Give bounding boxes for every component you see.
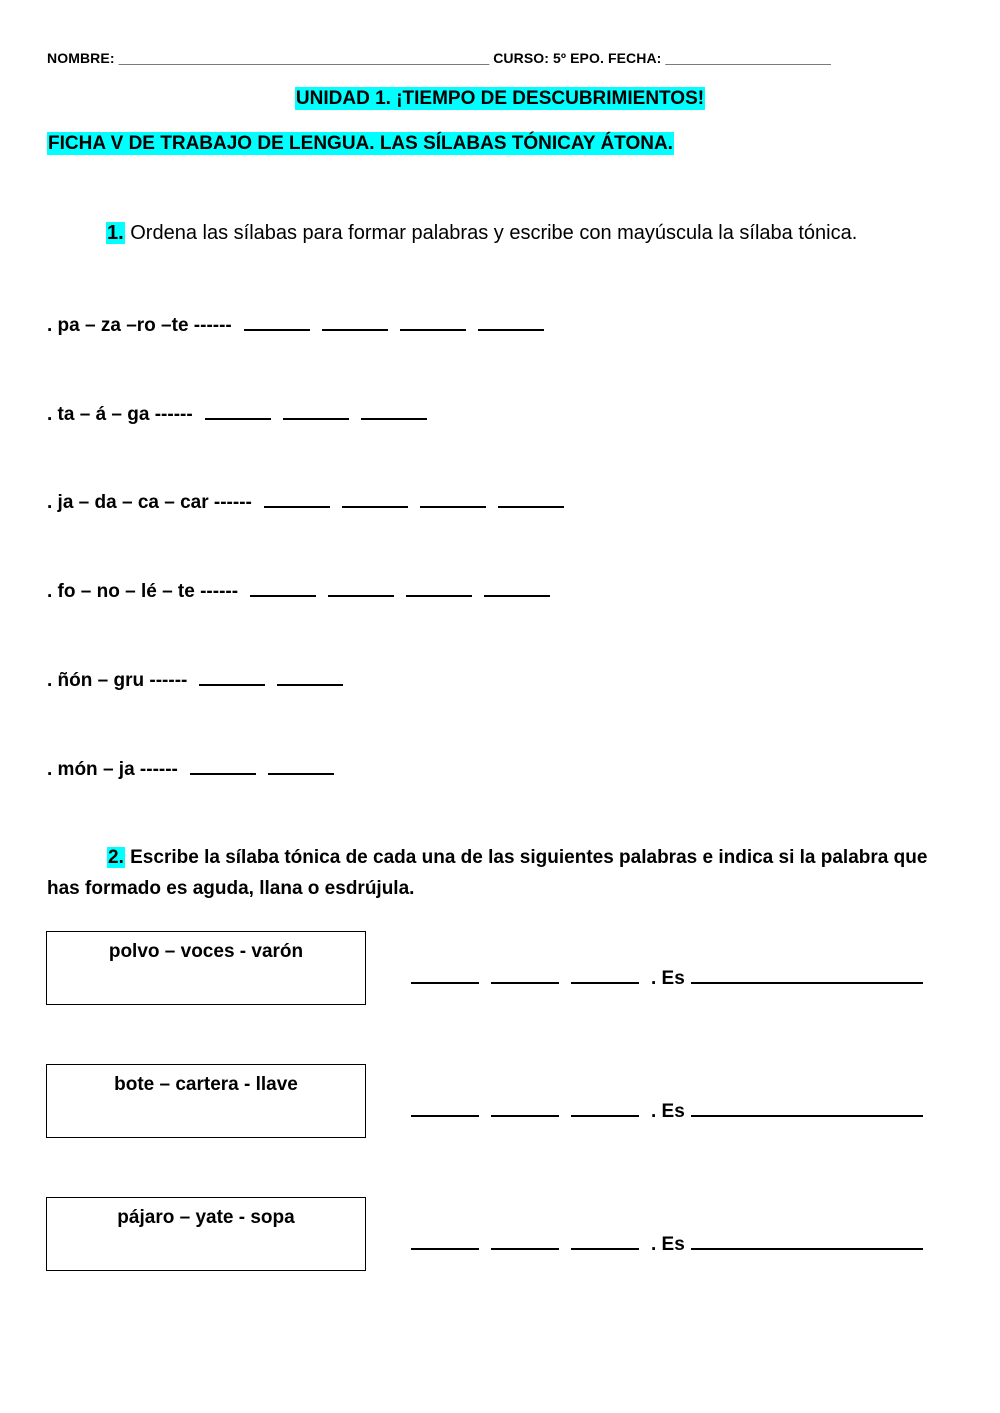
answer-blank[interactable] [491,1230,559,1250]
es-label: . Es [651,1234,685,1255]
answer-blank[interactable] [361,400,427,420]
unit-title-text: UNIDAD 1. ¡TIEMPO DE DESCUBRIMIENTOS! [295,88,705,109]
answer-blank[interactable] [190,755,256,775]
answer-blank[interactable] [268,755,334,775]
exercise-2-number: 2. [108,847,124,868]
word-box [46,931,366,1005]
answer-blank[interactable] [277,666,343,686]
answer-blank[interactable] [328,577,394,597]
answer-blank[interactable] [199,666,265,686]
answer-blank[interactable] [571,1230,639,1250]
answer-blank[interactable] [283,400,349,420]
exercise-1-item [47,311,544,337]
answer-blank[interactable] [411,1097,479,1117]
exercise-1-item [47,666,343,692]
answer-blank[interactable] [250,577,316,597]
exercise-2-answer-row [411,1097,923,1123]
answer-blank[interactable] [498,488,564,508]
worksheet-subtitle-text: FICHA V DE TRABAJO DE LENGUA. LAS SÍLABAS TÓNICAY ÁTONA. [48,133,673,154]
syllables-text: . ta – á – ga ------ [47,404,193,425]
word-box-text: pájaro – yate - sopa [117,1207,295,1228]
exercise-1-item [47,577,550,603]
exercise-1-number: 1. [107,222,124,244]
exercise-2-answer-row [411,964,923,990]
answer-blank[interactable] [411,964,479,984]
exercise-1-item [47,400,427,426]
answer-blank[interactable] [244,311,310,331]
header-line: NOMBRE: _______________________________________________ CURSO: 5º EPO. FECHA: _____________________ [47,50,832,66]
answer-blank[interactable] [491,1097,559,1117]
answer-blank[interactable] [478,311,544,331]
word-box-text: bote – cartera - llave [114,1074,298,1095]
answer-blank[interactable] [411,1230,479,1250]
answer-blank[interactable] [400,311,466,331]
syllables-text: . ja – da – ca – car ------ [47,492,252,513]
answer-blank[interactable] [264,488,330,508]
exercise-1-instruction [106,222,857,245]
answer-blank[interactable] [322,311,388,331]
classification-blank[interactable] [691,1097,923,1117]
answer-blank[interactable] [205,400,271,420]
answer-blank[interactable] [491,964,559,984]
classification-blank[interactable] [691,1230,923,1250]
exercise-1-item [47,755,334,781]
exercise-1-text: Ordena las sílabas para formar palabras y escribe con mayúscula la sílaba tónica. [124,222,858,244]
word-box [46,1197,366,1271]
answer-blank[interactable] [342,488,408,508]
classification-blank[interactable] [691,964,923,984]
syllables-text: . món – ja ------ [47,759,178,780]
worksheet-subtitle [47,133,674,155]
answer-blank[interactable] [484,577,550,597]
syllables-text: . fo – no – lé – te ------ [47,581,239,602]
exercise-2-text: Escribe la sílaba tónica de cada una de las siguientes palabras e indica si la palabra que has formado es aguda, llana o esdrújula. [47,847,928,899]
exercise-2-answer-row [411,1230,923,1256]
word-box [46,1064,366,1138]
es-label: . Es [651,1101,685,1122]
word-box-text: polvo – voces - varón [108,941,304,962]
answer-blank[interactable] [406,577,472,597]
exercise-1-item [47,488,564,514]
unit-title [0,88,1000,110]
syllables-text: . ñón – gru ------ [47,670,188,691]
exercise-2-instruction [47,842,947,904]
syllables-text: . pa – za –ro –te ------ [47,315,232,336]
answer-blank[interactable] [571,1097,639,1117]
es-label: . Es [651,968,685,989]
answer-blank[interactable] [420,488,486,508]
answer-blank[interactable] [571,964,639,984]
